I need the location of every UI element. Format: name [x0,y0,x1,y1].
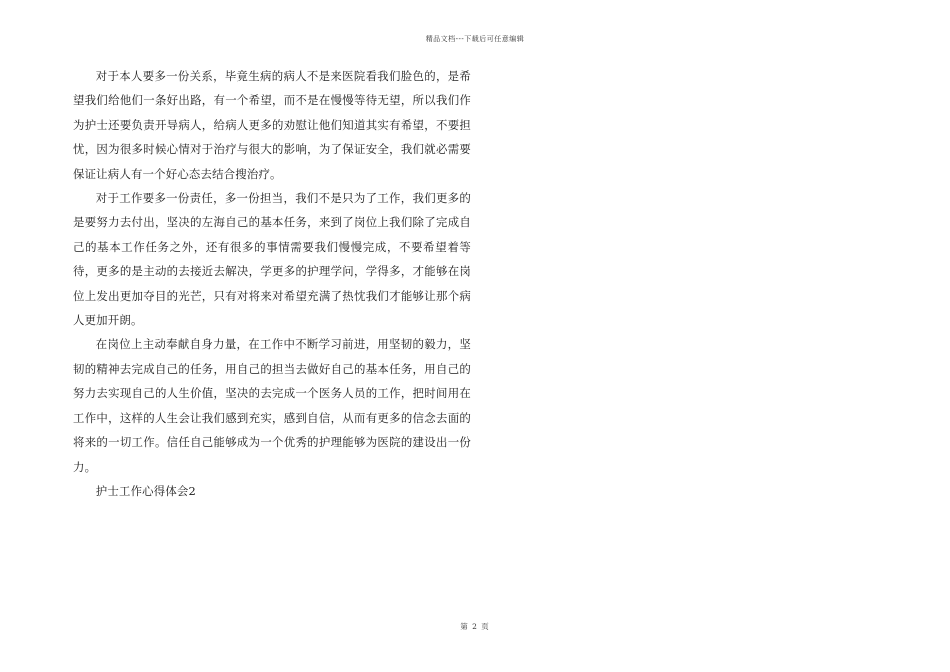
page-number: 第 2 页 [460,622,490,631]
document-header-note: 精品文档---下载后可任意编辑 [425,35,525,43]
section-heading: 护士工作心得体会2 [95,483,196,498]
paragraph-patient-care: 对于本人要多一份关系，毕竟生病的病人不是来医院看我们脸色的，是希望我们给他们一条好出路，有一个希望，而不是在慢慢等待无望，所以我们作为护士还要负责开导病人，给病人更多的劝慰让他们知道其实有希望，不要担忧，因为很多时候心情对于治疗与很大的影响，为了保证安全，我们就必需要保证让病人有一个好心态去结合搜治疗。 [73,69,471,181]
paragraph-work-responsibility: 对于工作要多一份责任，多一份担当，我们不是只为了工作，我们更多的是要努力去付出，坚决的左海自己的基本任务，来到了岗位上我们除了完成自己的基本工作任务之外，还有很多的事情需要我们慢慢完成，不要希望着等待，更多的是主动的去接近去解决，学更多的护理学问，学得多，才能够在岗位上发出更加夺目的光芒，只有对将来对希望充满了热忱我们才能够让那个病人更加开朗。 [73,191,471,328]
document-body [73,64,471,503]
paragraph-dedication: 在岗位上主动奉献自身力量，在工作中不断学习前进，用坚韧的毅力，坚韧的精神去完成自己的任务，用自己的担当去做好自己的基本任务，用自己的努力去实现自己的人生价值，坚决的去完成一个医务人员的工作，把时间用在工作中，这样的人生会让我们感到充实，感到自信，从而有更多的信念去面的将来的一切工作。信任自己能够成为一个优秀的护理能够为医院的建设出一份力。 [73,337,471,474]
